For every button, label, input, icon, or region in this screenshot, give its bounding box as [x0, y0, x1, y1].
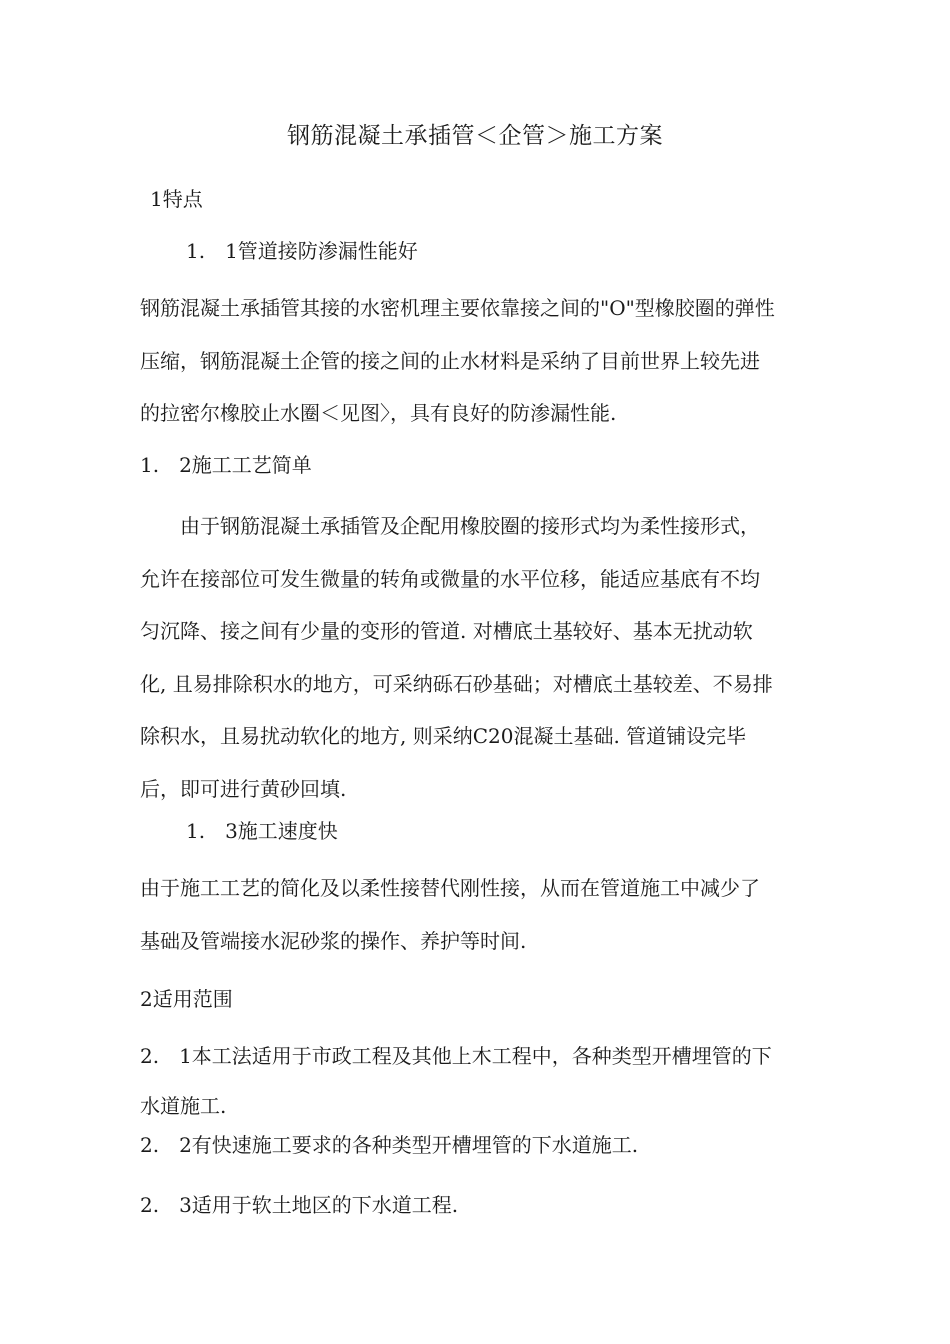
paragraph-line: 2. 1本工法适用于市政工程及其他上木工程中，各种类型开槽埋管的下	[140, 1044, 772, 1068]
heading-scope: 2适用范围	[140, 987, 233, 1011]
paragraph-line: 允许在接部位可发生微量的转角或微量的水平位移，能适应基底有不均	[140, 566, 760, 591]
paragraph-line: 由于钢筋混凝土承插管及企配用橡胶圈的接形式均为柔性接形式，	[140, 514, 760, 538]
paragraph-line: 后，即可进行黄砂回填.	[140, 776, 347, 801]
subheading-1-1: 1. 1管道接防渗漏性能好	[186, 239, 418, 263]
paragraph-line: 化, 且易排除积水的地方，可采纳砾石砂基础；对槽底土基较差、不易排	[140, 671, 773, 696]
paragraph-2-1	[140, 1030, 820, 1129]
document-title: 钢筋混凝土承插管＜企管＞施工方案	[287, 123, 663, 149]
subheading-1-2: 1. 2施工工艺简单	[140, 453, 312, 477]
paragraph-line: 的拉密尔橡胶止水圈＜见图〉，具有良好的防渗漏性能.	[140, 401, 617, 425]
subheading-1-3: 1. 3施工速度快	[186, 819, 338, 843]
paragraph-line: 压缩，钢筋混凝土企管的接之间的止水材料是采纳了目前世界上较先进	[140, 348, 760, 373]
paragraph-1-2	[140, 500, 820, 815]
paragraph-line: 除积水，且易扰动软化的地方, 则采纳C20混凝土基础. 管道铺设完毕	[140, 724, 747, 748]
paragraph-line: 水道施工.	[140, 1093, 227, 1118]
paragraph-2-2: 2. 2有快速施工要求的各种类型开槽埋管的下水道施工.	[140, 1133, 639, 1157]
paragraph-2-3: 2. 3适用于软土地区的下水道工程.	[140, 1193, 459, 1217]
heading-features: 1特点	[150, 187, 203, 211]
paragraph-1-1	[140, 282, 820, 440]
paragraph-line: 由于施工工艺的简化及以柔性接替代刚性接，从而在管道施工中减少了	[140, 876, 760, 900]
paragraph-line: 匀沉降、接之间有少量的变形的管道. 对槽底土基较好、基本无扰动软	[140, 619, 753, 643]
paragraph-line: 钢筋混凝土承插管其接的水密机理主要依靠接之间的"O"型橡胶圈的弹性	[140, 296, 775, 320]
paragraph-line: 基础及管端接水泥砂浆的操作、养护等时间.	[140, 928, 527, 953]
paragraph-1-3	[140, 862, 820, 967]
